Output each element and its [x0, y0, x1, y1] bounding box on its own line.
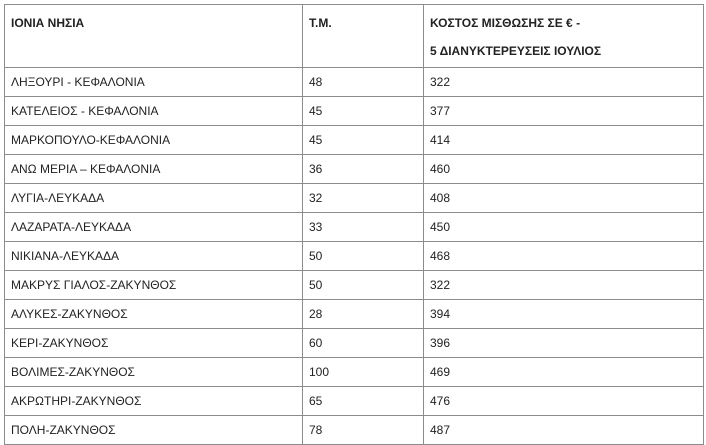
cell-cost: 476: [424, 387, 704, 416]
table-row: [5, 155, 704, 184]
cell-location: ΛΑΖΑΡΑΤΑ-ΛΕΥΚΑΔΑ: [5, 213, 303, 242]
cell-cost: 408: [424, 184, 704, 213]
cell-cost: 469: [424, 358, 704, 387]
header-cost-line2: 5 ΔΙΑΝΥΚΤΕΡΕΥΣΕΙΣ ΙΟΥΛΙΟΣ: [430, 44, 602, 58]
rental-cost-table: [4, 4, 704, 445]
table-row: [5, 68, 704, 97]
cell-location: ΠΟΛΗ-ΖΑΚΥΝΘΟΣ: [5, 416, 303, 445]
cell-cost: 396: [424, 329, 704, 358]
cell-area: 45: [303, 126, 424, 155]
cell-location: ΛΥΓΙΑ-ΛΕΥΚΑΔΑ: [5, 184, 303, 213]
cell-cost: 487: [424, 416, 704, 445]
table-row: [5, 300, 704, 329]
cell-location: ΚΑΤΕΛΕΙΟΣ - ΚΕΦΑΛΟΝΙΑ: [5, 97, 303, 126]
cell-area: 28: [303, 300, 424, 329]
header-row: [5, 5, 704, 68]
cell-cost: 460: [424, 155, 704, 184]
table-row: [5, 184, 704, 213]
cell-area: 45: [303, 97, 424, 126]
cell-cost: 377: [424, 97, 704, 126]
table-row: [5, 126, 704, 155]
cell-area: 60: [303, 329, 424, 358]
table-row: [5, 416, 704, 445]
cell-area: 48: [303, 68, 424, 97]
cell-area: 50: [303, 271, 424, 300]
header-cost: [424, 5, 704, 68]
cell-cost: 468: [424, 242, 704, 271]
cell-location: ΜΑΡΚΟΠΟΥΛΟ-ΚΕΦΑΛΟΝΙΑ: [5, 126, 303, 155]
header-area: [303, 5, 424, 68]
header-area-label: Τ.Μ.: [309, 16, 332, 30]
cell-location: ΑΝΩ ΜΕΡΙΑ – ΚΕΦΑΛΟΝΙΑ: [5, 155, 303, 184]
cell-area: 32: [303, 184, 424, 213]
cell-location: ΑΛΥΚΕΣ-ΖΑΚΥΝΘΟΣ: [5, 300, 303, 329]
table-body: [5, 68, 704, 445]
table-header: [5, 5, 704, 68]
cell-location: ΚΕΡΙ-ΖΑΚΥΝΘΟΣ: [5, 329, 303, 358]
cell-area: 33: [303, 213, 424, 242]
table-row: [5, 358, 704, 387]
cell-cost: 414: [424, 126, 704, 155]
cell-cost: 394: [424, 300, 704, 329]
cell-location: ΛΗΞΟΥΡΙ - ΚΕΦΑΛΟΝΙΑ: [5, 68, 303, 97]
header-island: [5, 5, 303, 68]
cell-cost: 450: [424, 213, 704, 242]
table-row: [5, 271, 704, 300]
table-row: [5, 97, 704, 126]
table-row: [5, 329, 704, 358]
cell-location: ΝΙΚΙΑΝΑ-ΛΕΥΚΑΔΑ: [5, 242, 303, 271]
cell-area: 100: [303, 358, 424, 387]
cell-cost: 322: [424, 271, 704, 300]
header-cost-line1: ΚΟΣΤΟΣ ΜΙΣΘΩΣΗΣ ΣΕ € -: [430, 16, 581, 30]
cell-location: ΑΚΡΩΤΗΡΙ-ΖΑΚΥΝΘΟΣ: [5, 387, 303, 416]
table-row: [5, 387, 704, 416]
cell-area: 78: [303, 416, 424, 445]
table-row: [5, 242, 704, 271]
cell-area: 65: [303, 387, 424, 416]
header-island-label: ΙΟΝΙΑ ΝΗΣΙΑ: [11, 16, 85, 30]
cell-location: ΜΑΚΡΥΣ ΓΙΑΛΟΣ-ΖΑΚΥΝΘΟΣ: [5, 271, 303, 300]
cell-area: 36: [303, 155, 424, 184]
table-row: [5, 213, 704, 242]
cell-area: 50: [303, 242, 424, 271]
cell-location: ΒΟΛΙΜΕΣ-ΖΑΚΥΝΘΟΣ: [5, 358, 303, 387]
cell-cost: 322: [424, 68, 704, 97]
